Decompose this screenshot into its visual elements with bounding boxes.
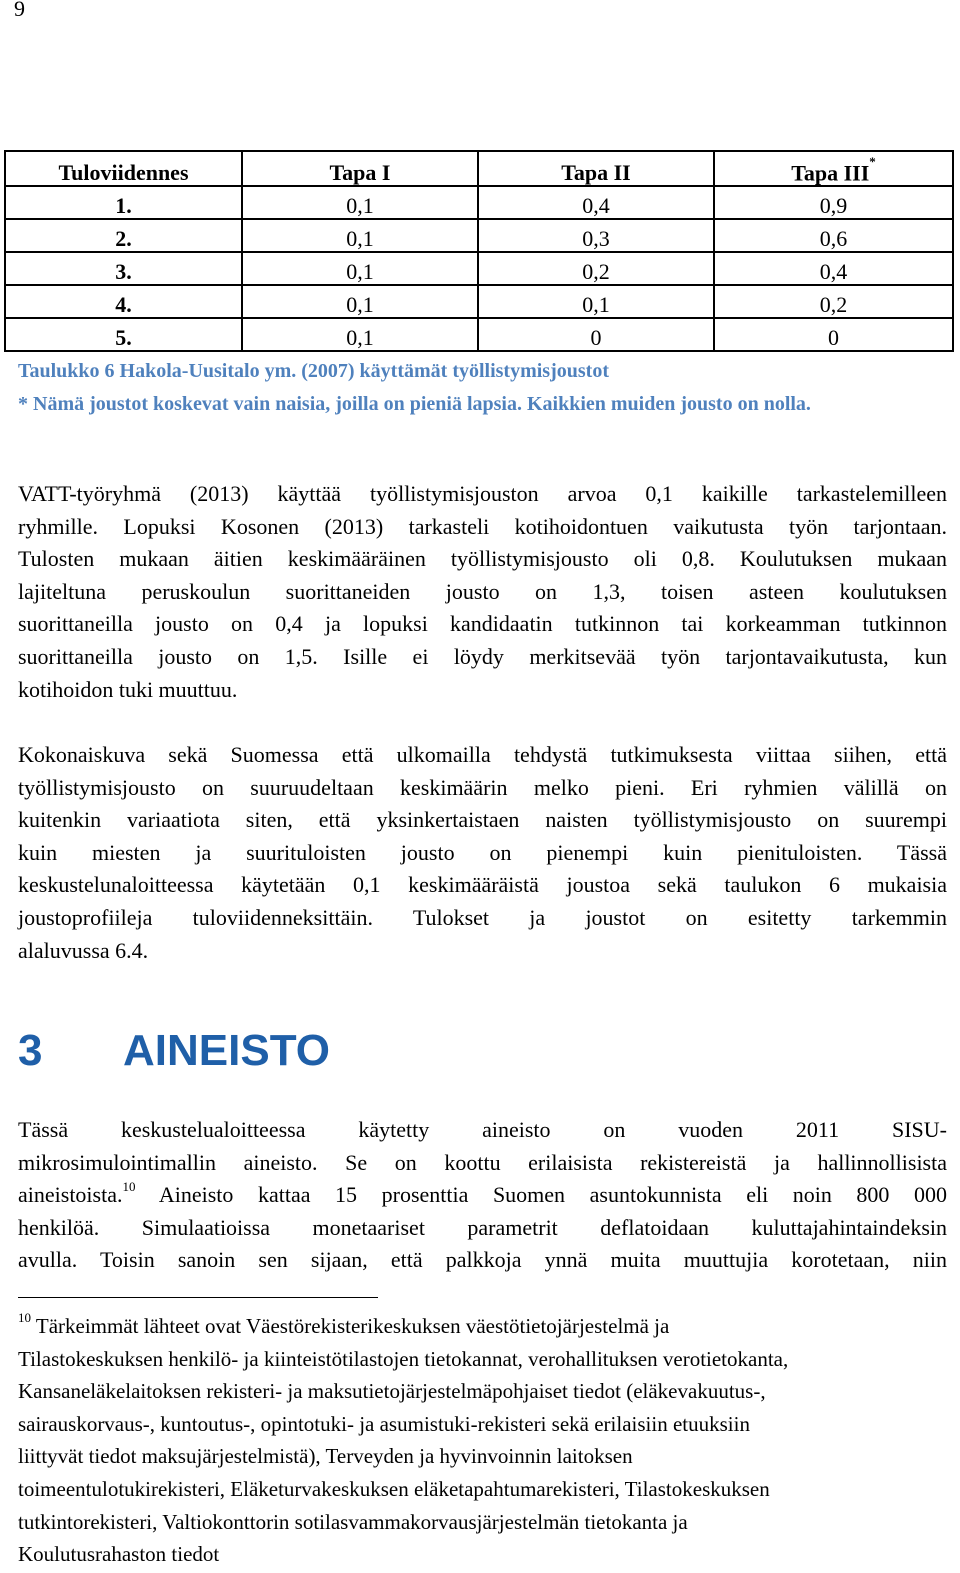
footnote-reference: 10 xyxy=(122,1178,136,1194)
table-cell: 0,1 xyxy=(242,285,478,318)
section-heading xyxy=(18,1026,330,1076)
table-row-label: 4. xyxy=(5,285,242,318)
paragraph-line: avulla. Toisin sanoin sen sijaan, että palkkoja ynnä muita muuttujia korotetaan, niin xyxy=(18,1247,947,1273)
footnote-divider xyxy=(18,1297,378,1298)
paragraph-2 xyxy=(18,739,947,967)
footnote-line: tutkintorekisteri, Valtiokonttorin sotilasvammakorvausjärjestelmän tietokanta ja xyxy=(18,1509,688,1534)
table-row xyxy=(5,252,953,285)
table-row-label: 3. xyxy=(5,252,242,285)
paragraph-line: Tässä keskustelualoitteessa käytetty aineisto on vuoden 2011 SISU- xyxy=(18,1117,947,1142)
table-cell: 0,4 xyxy=(714,252,953,285)
table-cell: 0,4 xyxy=(478,186,714,219)
paragraph-line: työllistymisjousto on suuruudeltaan keskimäärin melko pieni. Eri ryhmien välillä on xyxy=(18,774,947,800)
header-method-2: Tapa II xyxy=(478,151,714,186)
table-row xyxy=(5,318,953,351)
paragraph-line: kuin miesten ja suurituloisten jousto on pienempi kuin pienituloisten. Tässä xyxy=(18,839,947,865)
paragraph-line: suorittaneilla jousto on 0,4 ja lopuksi kandidaatin tutkinnon tai korkeamman tutkinnon xyxy=(18,611,947,637)
header-method-1: Tapa I xyxy=(242,151,478,186)
paragraph-line: ryhmille. Lopuksi Kosonen (2013) tarkasteli kotihoidontuen vaikutusta työn tarjontaan. xyxy=(18,513,947,539)
table-note: * Nämä joustot koskevat vain naisia, joilla on pieniä lapsia. Kaikkien muiden jousto on nolla. xyxy=(18,393,811,415)
table-cell: 0,9 xyxy=(714,186,953,219)
footnote-line: Tilastokeskuksen henkilö- ja kiinteistötilastojen tietokannat, verohallituksen verotietokanta, xyxy=(18,1346,789,1371)
table-cell: 0,1 xyxy=(242,186,478,219)
header-income-quintile: Tuloviidennes xyxy=(5,151,242,186)
paragraph-line: henkilöä. Simulaatioissa monetaariset parametrit deflatoidaan kuluttajahintaindeksin xyxy=(18,1214,947,1240)
paragraph-1 xyxy=(18,478,947,706)
footnote-line: liittyvät tiedot maksujärjestelmistä), Terveyden ja hyvinvoinnin laitoksen xyxy=(18,1444,633,1469)
paragraph-line: VATT-työryhmä (2013) käyttää työllistymisjouston arvoa 0,1 kaikille tarkastelemilleen xyxy=(18,481,947,506)
paragraph-line: Kokonaiskuva sekä Suomessa että ulkomailla tehdystä tutkimuksesta viittaa siihen, että xyxy=(18,742,947,767)
paragraph-line: aineistoista.$^{10}$ Aineisto kattaa 15 prosenttia Suomen asuntokunnista eli noin 800 000 xyxy=(18,1178,947,1208)
table-cell: 0,2 xyxy=(478,252,714,285)
footnote-line: sairauskorvaus-, kuntoutus-, opintotuki- ja asumistuki-rekisteri sekä erilaisiin etuuksiin xyxy=(18,1411,750,1436)
elasticity-table xyxy=(4,150,954,352)
table-caption: Taulukko 6 Hakola-Uusitalo ym. (2007) käyttämät työllistymisjoustot xyxy=(18,360,609,382)
table-row-label: 2. xyxy=(5,219,242,252)
footnote-marker: 10 xyxy=(18,1310,31,1325)
table-header-row xyxy=(5,151,953,186)
paragraph-line: suorittaneilla jousto on 1,5. Isille ei löydy merkitsevää työn tarjontavaikutusta, kun xyxy=(18,643,947,669)
footnote xyxy=(18,1310,953,1571)
paragraph-line: alaluvussa 6.4. xyxy=(18,937,149,963)
header-method-3: Tapa III* xyxy=(714,151,953,186)
table-cell: 0,1 xyxy=(478,285,714,318)
footnote-line: Koulutusrahaston tiedot xyxy=(18,1542,220,1567)
table-cell: 0,1 xyxy=(242,219,478,252)
table-row xyxy=(5,219,953,252)
paragraph-3 xyxy=(18,1114,947,1277)
table-cell: 0,3 xyxy=(478,219,714,252)
table-row-label: 1. xyxy=(5,186,242,219)
paragraph-line: Tulosten mukaan äitien keskimääräinen työllistymisjousto oli 0,8. Koulutuksen mukaan xyxy=(18,546,947,572)
table-body xyxy=(5,186,953,351)
table-row xyxy=(5,186,953,219)
table-cell: 0,1 xyxy=(242,252,478,285)
paragraph-line: lajiteltuna peruskoulun suorittaneiden jousto on 1,3, toisen asteen koulutuksen xyxy=(18,578,947,604)
table-row-label: 5. xyxy=(5,318,242,351)
page-number: 9 xyxy=(14,0,25,21)
footnote-line: toimeentulotukirekisteri, Eläketurvakeskuksen eläketapahtumarekisteri, Tilastokeskuksen xyxy=(18,1476,770,1501)
footnote-line: $^{10}$ Tärkeimmät lähteet ovat Väestörekisterikeskuksen väestötietojärjestelmä ja xyxy=(18,1310,670,1338)
table-cell: 0 xyxy=(714,318,953,351)
table-cell: 0,1 xyxy=(242,318,478,351)
paragraph-line: joustoprofiileja tuloviidenneksittäin. Tulokset ja joustot on esitetty tarkemmin xyxy=(18,904,947,930)
section-number: 3 xyxy=(18,1026,43,1075)
footnote-line: Kansaneläkelaitoksen rekisteri- ja maksutietojärjestelmäpohjaiset tiedot (eläkevakuutus-, xyxy=(18,1379,766,1404)
paragraph-line: kotihoidon tuki muuttuu. xyxy=(18,676,238,702)
table-cell: 0 xyxy=(478,318,714,351)
section-title: AINEISTO xyxy=(123,1026,331,1075)
paragraph-line: keskustelunaloitteessa käytetään 0,1 keskimääräistä joustoa sekä taulukon 6 mukaisia xyxy=(18,872,947,898)
paragraph-line: kuitenkin variaatiota siten, että yksinkertaistaen naisten työllistymisjousto on suurempi xyxy=(18,807,947,833)
table-row xyxy=(5,285,953,318)
paragraph-line: mikrosimulointimallin aineisto. Se on koottu erilaisista rekistereistä ja hallinnollisista xyxy=(18,1149,947,1175)
table-cell: 0,2 xyxy=(714,285,953,318)
table-cell: 0,6 xyxy=(714,219,953,252)
header-note-marker: * xyxy=(869,153,876,169)
